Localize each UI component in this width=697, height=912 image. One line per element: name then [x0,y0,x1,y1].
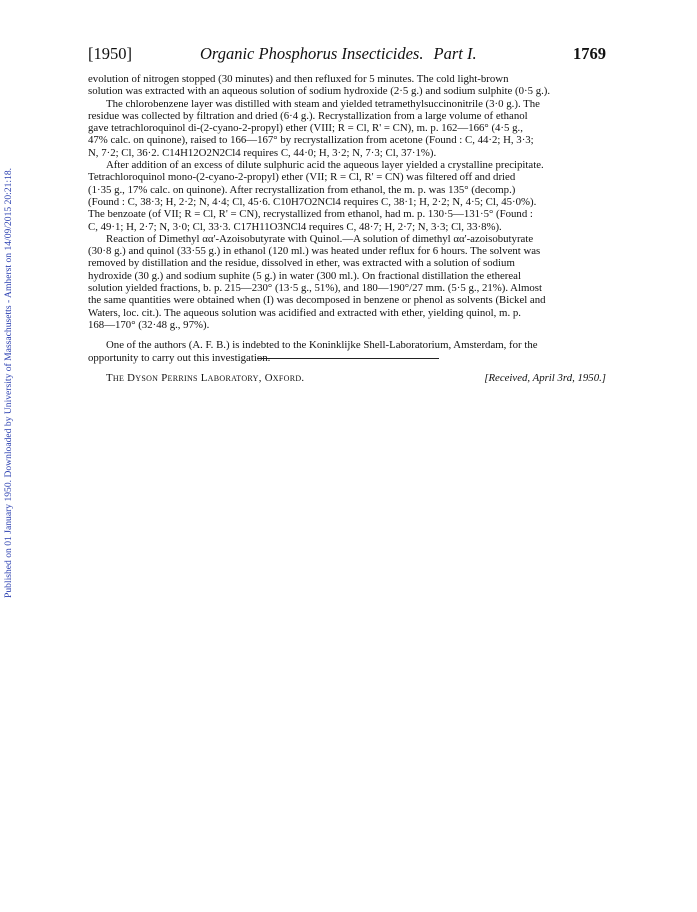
body-line: The chlorobenzene layer was distilled with steam and yielded tetramethylsuccinonitrile (3·0 g.). The [106,97,540,110]
body-line: (Found : C, 38·3; H, 2·2; N, 4·4; Cl, 45·6. C10H7O2NCl4 requires C, 38·1; H, 2·2; N, 4·5; Cl, 45·0%). [88,195,537,208]
body-line: Reaction of Dimethyl αα'-Azoisobutyrate with Quinol.—A solution of dimethyl αα'-azoisobutyrate [106,232,534,245]
received-date: [Received, April 3rd, 1950.] [484,371,606,384]
header-part: Part I. [433,44,477,63]
article-body [88,73,606,384]
acknowledgement-line: One of the authors (A. F. B.) is indebted to the Koninklijke Shell-Laboratorium, Amsterdam, for the [106,339,538,352]
body-line: C, 49·1; H, 2·7; N, 3·0; Cl, 33·3. C17H11O3NCl4 requires C, 48·7; H, 2·7; N, 3·3; Cl, 33·8%). [88,220,502,233]
end-rule [257,358,439,359]
laboratory-address: The Dyson Perrins Laboratory, Oxford. [106,371,305,384]
body-line: 47% calc. on quinone), raised to 166—167° by recrystallization from acetone (Found : C, 44·2; H, 3·3; [88,134,534,147]
page-number: 1769 [573,44,606,63]
body-line: solution was extracted with an aqueous solution of sodium hydroxide (2·5 g.) and sodium sulphite (0·5 g.). [88,85,551,98]
body-line: After addition of an excess of dilute sulphuric acid the aqueous layer yielded a crystalline precipitate. [106,159,544,172]
body-line: N, 7·2; Cl, 36·2. C14H12O2N2Cl4 requires C, 44·0; H, 3·2; N, 7·3; Cl, 37·1%). [88,146,437,159]
body-line: gave tetrachloroquinol di-(2-cyano-2-propyl) ether (VIII; R = Cl, R' = CN), m. p. 162—166° (4·5 g., [88,122,523,135]
body-line: evolution of nitrogen stopped (30 minutes) and then refluxed for 5 minutes. The cold light-brown [88,73,509,85]
body-line: 168—170° (32·48 g., 97%). [88,318,210,331]
body-line: the same quantities were obtained when (I) was decomposed in benzene or phenol as solvents (Bickel and [88,294,546,307]
header-title-text: Organic Phosphorus Insecticides. [200,44,424,63]
page-header [88,44,606,66]
body-line: Tetrachloroquinol mono-(2-cyano-2-propyl) ether (VII; R = Cl, R' = CN) was filtered off and dried [88,171,516,184]
header-title [200,44,477,64]
body-line: hydroxide (30 g.) and sodium suphite (5 g.) in water (300 ml.). On fractional distillation the ethereal [88,269,521,282]
header-year: [1950] [88,44,132,63]
signature-line [88,372,606,384]
body-line: The benzoate (of VII; R = Cl, R' = CN), recrystallized from ethanol, had m. p. 130·5—131·5° (Found : [88,208,533,221]
body-line: (30·8 g.) and quinol (33·55 g.) in ethanol (120 ml.) was heated under reflux for 6 hours. The solvent was [88,245,541,258]
download-notice: Published on 01 January 1950. Downloaded by University of Massachusetts - Amherst on 14/09/2015 20:21:18. [3,167,14,598]
body-line: residue was collected by filtration and dried (6·4 g.). Recrystallization from a large volume of ethanol [88,109,528,122]
acknowledgement-line: opportunity to carry out this investigation. [88,351,271,364]
body-line: removed by distillation and the residue, dissolved in ether, was extracted with a solution of sodium [88,257,515,270]
body-line: Waters, loc. cit.). The aqueous solution was acidified and extracted with ether, yielding quinol, m. p. [88,306,521,319]
body-line: (1·35 g., 17% calc. on quinone). After recrystallization from ethanol, the m. p. was 135° (decomp.) [88,183,516,196]
body-line: solution yielded fractions, b. p. 215—230° (13·5 g., 51%), and 180—190°/27 mm. (5·5 g., 21%). Almost [88,282,542,295]
